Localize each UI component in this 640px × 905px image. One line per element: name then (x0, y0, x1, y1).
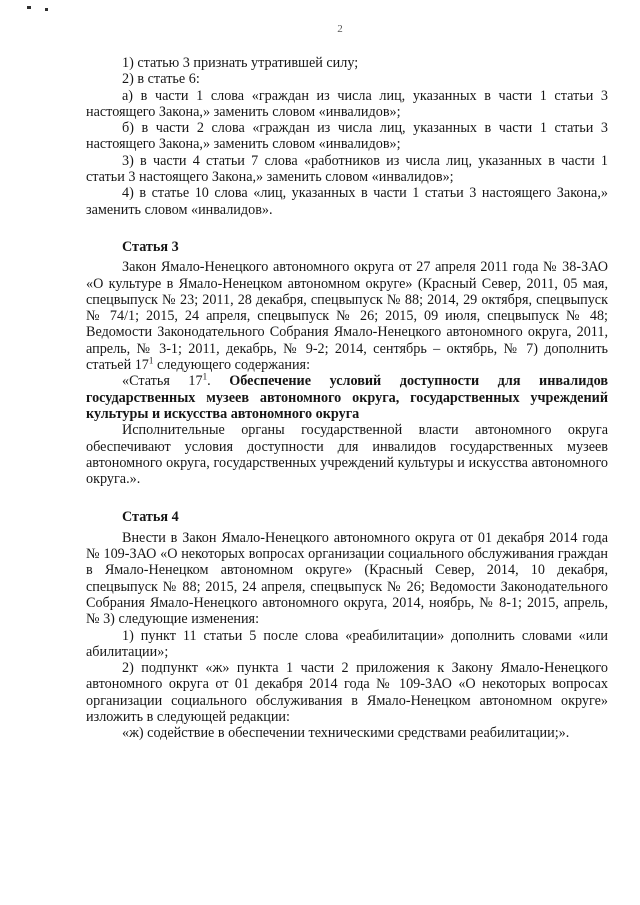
new-article-name: Обеспечение условий доступности для инвалидов государственных музеев автономного округа, государственных учреждений культуры и искусства автономного округа (86, 373, 608, 422)
article-3-title: Статья 3 (122, 238, 179, 255)
new-article-17-1-body: Исполнительные органы государственной власти автономного округа обеспечивают условия доступности для инвалидов государственных музеев автономного округа, государственных учреждений культуры и искусства автономного округа.». (86, 422, 608, 488)
article-3-text (86, 259, 608, 373)
new-article-prefix: «Статья 17 (122, 373, 203, 390)
scan-artifact (45, 8, 48, 11)
article-3-superscript: 1 (148, 355, 154, 366)
amendment-item-3: 3) в части 4 статьи 7 слова «работников из числа лиц, указанных в части 1 статьи 3 настоящего Закона,» заменить словом «инвалидов»; (86, 152, 608, 186)
new-article-superscript: 1 (202, 371, 208, 382)
article-4-item-2: 2) подпункт «ж» пункта 1 части 2 приложения к Закону Ямало-Ненецкого автономного округа от 01 декабря 2014 года № 109-ЗАО «О некоторых вопросах организации социального обслуживания в Ямало-Ненецком автономном округе» изложить в следующей редакции: (86, 660, 608, 725)
amendment-item-2a: а) в части 1 слова «граждан из числа лиц, указанных в части 1 статьи 3 настоящего Закона,» заменить словом «инвалидов»; (86, 87, 608, 120)
article-4-intro: Внести в Закон Ямало-Ненецкого автономного округа от 01 декабря 2014 года № 109-ЗАО «О некоторых вопросах организации социального обслуживания граждан в Ямало-Ненецком автономном округе» (Красный Север, 2014, 10 декабря, спецвыпуск № 88; 2015, 24 апреля, спецвыпуск № 26; Ведомости Законодательного Собрания Ямало-Ненецкого автономного округа, 2014, ноябрь, № 8-1; 2015, апрель, № 3) следующие изменения: (86, 529, 608, 628)
amendment-item-2b: б) в части 2 слова «граждан из числа лиц, указанных в части 1 статьи 3 настоящего Закона,» заменить словом «инвалидов»; (86, 120, 608, 153)
document-body (86, 55, 608, 742)
article-3-text-end: следующего содержания: (153, 357, 311, 374)
article-4-title: Статья 4 (122, 509, 179, 526)
amendment-item-1: 1) статью 3 признать утратившей силу; (122, 55, 359, 71)
new-article-17-1-heading (86, 373, 608, 422)
article-3-text-main: Закон Ямало-Ненецкого автономного округа от 27 апреля 2011 года № 38-ЗАО «О культуре в Ямало-Ненецком автономном округе» (Красный Север, 2011, 05 мая, спецвыпуск № 23; 2011, 28 декабря, спецвыпуск № 88; 2014, 29 октября, спецвыпуск № 74/1; 2015, 24 апреля, спецвыпуск № 26; 2015, 09 июля, спецвыпуск № 48; Ведомости Законодательного Собрания Ямало-Ненецкого автономного округа, 2011, апрель, № 3-1; 2011, декабрь, № 9-2; 2014, сентябрь – октябрь, № 7) дополнить статьей 17 (86, 259, 608, 374)
article-4-item-1: 1) пункт 11 статьи 5 после слова «реабилитации» дополнить словами «или абилитации»; (86, 627, 608, 660)
amendment-item-4: 4) в статье 10 слова «лиц, указанных в части 1 статьи 3 настоящего Закона,» заменить словом «инвалидов». (86, 185, 608, 218)
scan-artifact (27, 6, 31, 9)
new-article-prefix-end: . (207, 373, 230, 390)
page-number: 2 (337, 23, 343, 35)
amendment-item-2: 2) в статье 6: (122, 71, 200, 88)
article-4-item-2-text: «ж) содействие в обеспечении техническими средствами реабилитации;». (122, 725, 570, 742)
